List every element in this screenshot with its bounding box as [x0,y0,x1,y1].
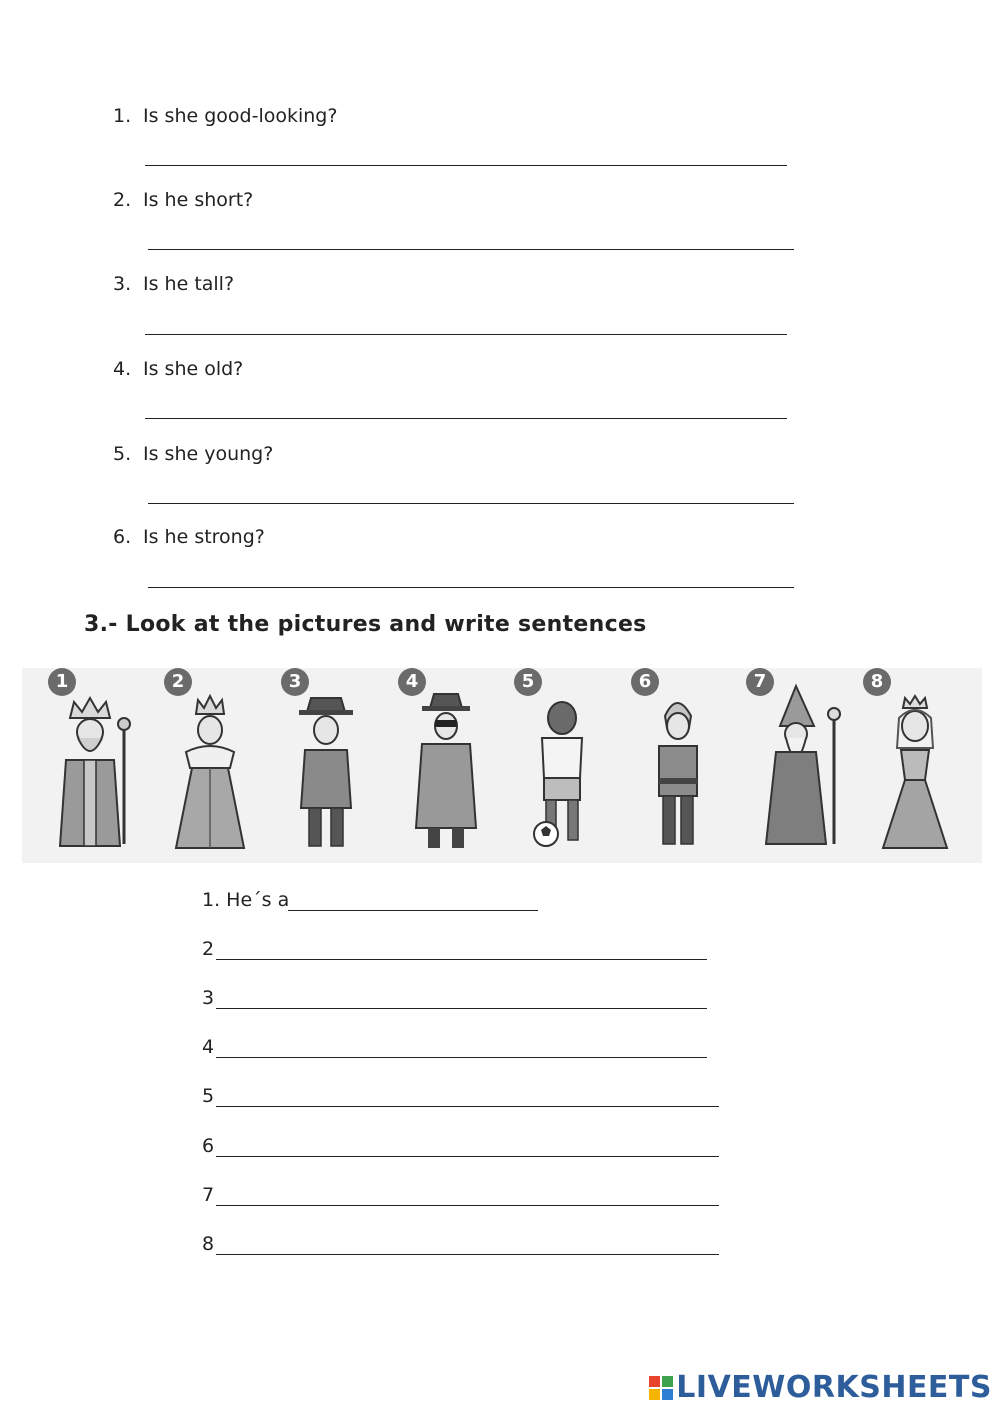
question-text: Is she young? [143,443,274,465]
sentence-line-4[interactable] [216,1057,707,1058]
question-1 [113,105,337,127]
sentence-line-8[interactable] [216,1254,719,1255]
sentence-6-label: 6 [202,1135,215,1157]
question-text: Is she old? [143,358,244,380]
question-number: 2. [113,189,132,211]
number-badge: 1 [48,668,76,696]
question-2 [113,189,253,211]
spy-icon [398,668,508,858]
queen-icon [164,668,274,858]
question-5 [113,443,273,465]
question-text: Is he tall? [143,273,235,295]
answer-line-5[interactable] [148,503,794,504]
question-text: Is she good-looking? [143,105,338,127]
question-number: 3. [113,273,132,295]
sentence-line-1[interactable] [288,910,538,911]
sentence-5-label: 5 [202,1085,215,1107]
question-number: 4. [113,358,132,380]
question-4 [113,358,243,380]
sentence-1-label: 1. He´s a [202,889,290,911]
football-player-icon [514,668,624,858]
number-badge: 3 [281,668,309,696]
sentence-7-label: 7 [202,1184,215,1206]
character-6 [631,668,741,858]
wizard-icon [746,668,856,858]
number-badge: 4 [398,668,426,696]
character-3 [281,668,391,858]
king-icon [48,668,158,858]
answer-line-3[interactable] [145,334,787,335]
answer-line-6[interactable] [148,587,794,588]
prince-icon [631,668,741,858]
sentence-2-label: 2 [202,938,215,960]
character-1 [48,668,158,858]
character-7 [746,668,856,858]
sentence-3-label: 3 [202,987,215,1009]
question-number: 5. [113,443,132,465]
section-heading: 3.- Look at the pictures and write sentences [84,612,647,637]
sentence-8-label: 8 [202,1233,215,1255]
sentence-line-6[interactable] [216,1156,719,1157]
answer-line-1[interactable] [145,165,787,166]
question-3 [113,273,234,295]
sentence-line-3[interactable] [216,1008,707,1009]
character-5 [514,668,624,858]
number-badge: 6 [631,668,659,696]
question-6 [113,526,265,548]
character-2 [164,668,274,858]
logo-blocks-icon [649,1376,673,1400]
number-badge: 2 [164,668,192,696]
logo-text: LIVEWORKSHEETS [676,1370,992,1405]
sentence-4-label: 4 [202,1036,215,1058]
question-text: Is he strong? [143,526,265,548]
number-badge: 5 [514,668,542,696]
number-badge: 7 [746,668,774,696]
number-badge: 8 [863,668,891,696]
question-text: Is he short? [143,189,254,211]
liveworksheets-logo[interactable] [649,1370,992,1405]
sentence-line-2[interactable] [216,959,707,960]
detective-icon [281,668,391,858]
princess-icon [863,668,973,858]
answer-line-2[interactable] [148,249,794,250]
sentence-line-5[interactable] [216,1106,719,1107]
question-number: 6. [113,526,132,548]
answer-line-4[interactable] [145,418,787,419]
question-number: 1. [113,105,132,127]
character-8 [863,668,973,858]
character-4 [398,668,508,858]
sentence-line-7[interactable] [216,1205,719,1206]
